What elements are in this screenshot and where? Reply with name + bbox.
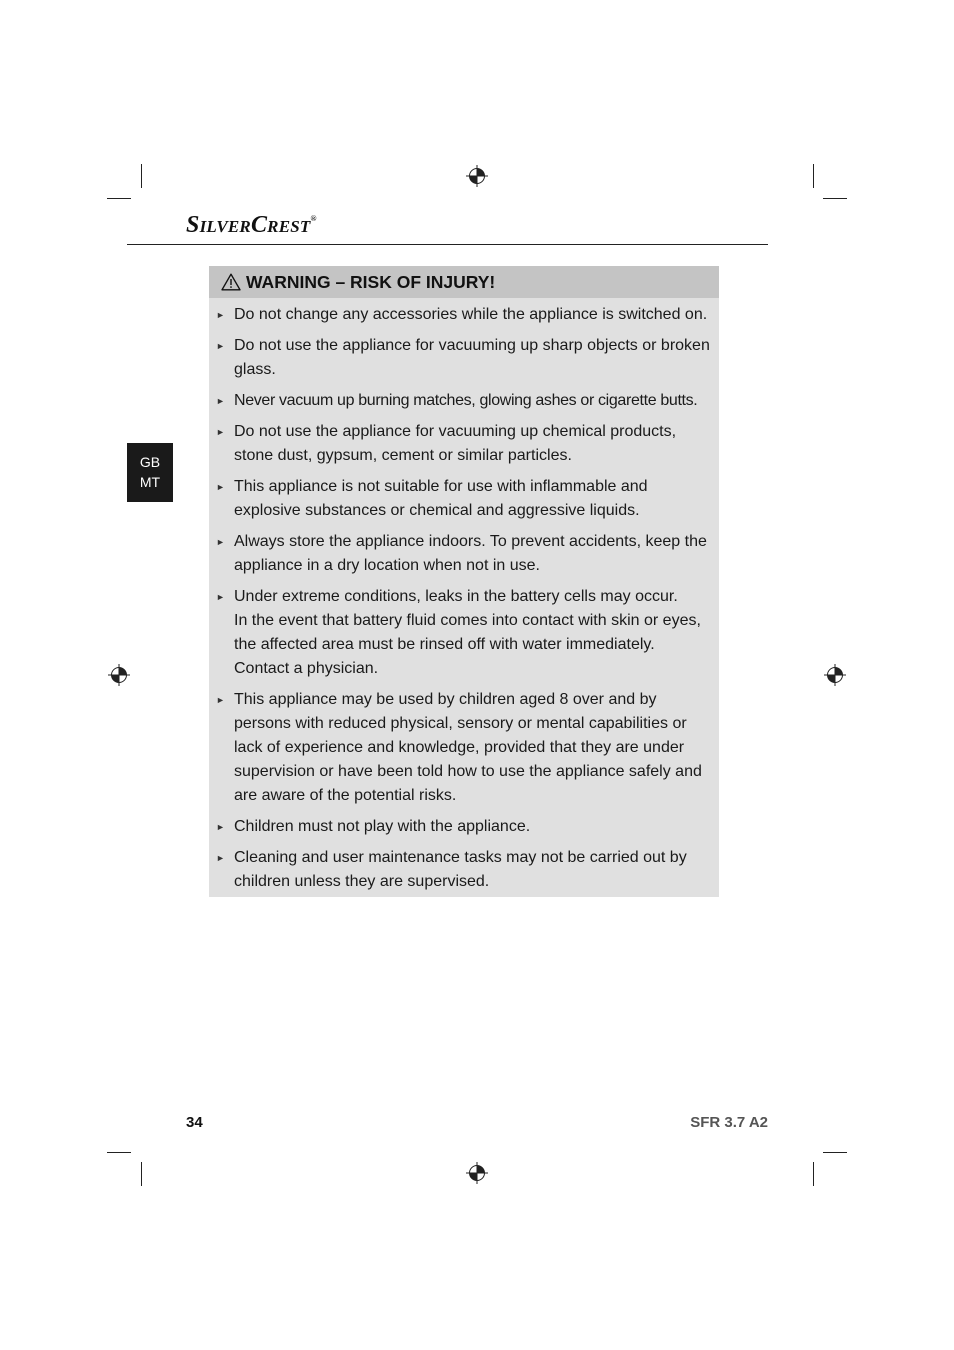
- list-item-text: Cleaning and user maintenance tasks may not be carried out by children unless they are supervised.: [234, 849, 687, 890]
- bullet-arrow-icon: ►: [216, 822, 225, 832]
- bullet-arrow-icon: ►: [216, 592, 225, 602]
- list-item-text: Do not use the appliance for vacuuming up sharp objects or broken glass.: [234, 337, 710, 378]
- brand-logo: [186, 212, 317, 239]
- list-item-text: Never vacuum up burning matches, glowing ashes or cigarette butts.: [234, 392, 698, 409]
- bullet-arrow-icon: ►: [216, 695, 225, 705]
- crop-mark: [813, 164, 814, 188]
- crop-mark: [823, 198, 847, 199]
- warning-title: WARNING – RISK OF INJURY!: [246, 271, 496, 292]
- crop-mark: [141, 1162, 142, 1186]
- list-item-text: Do not change any accessories while the appliance is switched on.: [234, 306, 708, 323]
- crop-mark: [107, 1152, 131, 1153]
- language-code: MT: [139, 474, 161, 490]
- registration-mark-icon: [824, 664, 846, 686]
- logo-text: ILVER: [199, 217, 251, 236]
- list-item: [209, 303, 719, 327]
- list-item: [209, 688, 719, 808]
- language-tab: [127, 443, 173, 502]
- registration-mark-icon: [108, 664, 130, 686]
- model-number: SFR 3.7 A2: [690, 1114, 768, 1131]
- logo-text: REST: [267, 217, 311, 236]
- warning-triangle-icon: [221, 273, 241, 291]
- list-item: [209, 530, 719, 578]
- bullet-arrow-icon: ►: [216, 853, 225, 863]
- bullet-arrow-icon: ►: [216, 537, 225, 547]
- crop-mark: [813, 1162, 814, 1186]
- bullet-arrow-icon: ►: [216, 341, 225, 351]
- list-item: [209, 475, 719, 523]
- warning-list: [209, 298, 719, 894]
- crop-mark: [141, 164, 142, 188]
- list-item-text: Children must not play with the appliance.: [234, 818, 531, 835]
- header-divider: [127, 244, 768, 245]
- list-item-text: Always store the appliance indoors. To prevent accidents, keep the appliance in a dry location when not in use.: [234, 533, 707, 574]
- bullet-arrow-icon: ►: [216, 396, 225, 406]
- bullet-arrow-icon: ►: [216, 482, 225, 492]
- registered-mark: ®: [310, 214, 317, 223]
- language-code: GB: [139, 454, 161, 470]
- list-item-text: In the event that battery fluid comes into contact with skin or eyes, the affected area must be rinsed off with water immediately. Contact a physician.: [234, 612, 701, 677]
- list-item: [209, 846, 719, 894]
- list-item: [209, 334, 719, 382]
- warning-header: [209, 266, 719, 298]
- bullet-arrow-icon: ►: [216, 310, 225, 320]
- registration-mark-icon: [466, 1162, 488, 1184]
- warning-box: [209, 266, 719, 897]
- logo-text: S: [186, 212, 200, 238]
- bullet-arrow-icon: ►: [216, 427, 225, 437]
- list-item: [209, 815, 719, 839]
- list-item-text: Do not use the appliance for vacuuming up chemical products, stone dust, gypsum, cement or similar particles.: [234, 423, 677, 464]
- crop-mark: [107, 198, 131, 199]
- list-item: [209, 389, 719, 413]
- crop-mark: [823, 1152, 847, 1153]
- list-item-text: This appliance may be used by children aged 8 over and by persons with reduced physical, sensory or mental capabilities or lack of experience and knowledge, provided that they are under supervision or have been told how to use the appliance safely and are aware of the potential risks.: [234, 691, 702, 804]
- registration-mark-icon: [466, 165, 488, 187]
- list-item: [209, 420, 719, 468]
- logo-text: C: [250, 212, 268, 238]
- page-number: 34: [186, 1114, 203, 1131]
- list-item-text: This appliance is not suitable for use with inflammable and explosive substances or chemical and aggressive liquids.: [234, 478, 648, 519]
- list-item-text: Under extreme conditions, leaks in the battery cells may occur.: [234, 588, 678, 605]
- list-item: [209, 585, 719, 681]
